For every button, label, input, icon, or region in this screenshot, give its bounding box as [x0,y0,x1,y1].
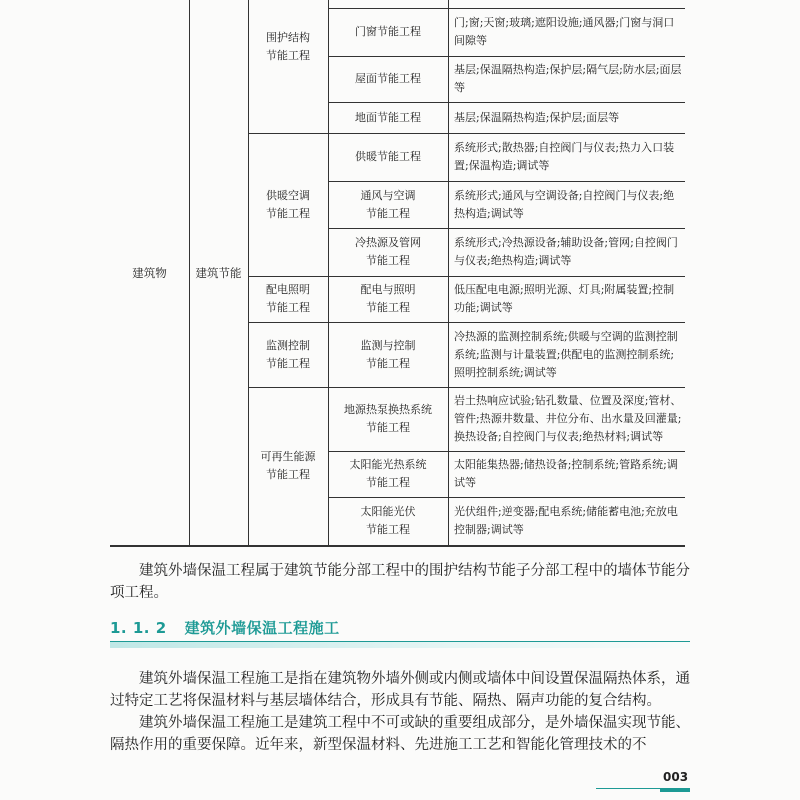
table-cell-group: 供暖空调 节能工程 [266,188,310,220]
table-cell-detail: 光伏组件;逆变器;配电系统;储能蓄电池;充放电控制器;调试等 [454,505,678,536]
table-cell-detail: 系统形式;通风与空调设备;自控阀门与仪表;绝热构造;调试等 [454,188,675,220]
table-cell-item: 门窗节能工程 [355,25,421,38]
table-cell-detail: 冷热源的监测控制系统;供暖与空调的监测控制系统;监测与计量装置;供配电的监测控制系统;照明控制系统;调试等 [454,329,678,379]
table-cell-group: 监测控制 节能工程 [266,338,310,370]
table-cell-detail: 基层;保温隔热构造;保护层;隔气层;防水层;面层等 [454,63,682,94]
table-cell-detail: 基层;保温隔热构造;保护层;面层等 [454,110,620,124]
table-cell-item: 配电与照明 节能工程 [360,283,416,314]
page-number: 003 [663,770,689,784]
table-cell-group: 配电照明 节能工程 [266,283,310,314]
table-cell-building: 建筑物 [132,265,167,280]
footer-mark [660,788,690,792]
section-heading [110,617,340,638]
table-cell-item: 太阳能光热系统 节能工程 [349,458,427,489]
table-cell-detail: 岩土热响应试验;钻孔数量、位置及深度;管材、管件;热源井数量、井位分布、出水量及回灌量;换热设备;自控阀门与仪表;绝热材料;调试等 [454,394,682,443]
table-cell-group: 可再生能源 节能工程 [260,450,316,481]
table-cell-item: 通风与空调 节能工程 [360,188,416,220]
table-cell-item: 冷热源及管网 节能工程 [355,236,421,267]
table-cell-section: 建筑节能 [195,265,242,280]
table-cell-detail: 低压配电电源;照明光源、灯具;附属装置;控制功能;调试等 [454,283,675,314]
table-cell-detail: 系统形式;冷热源设备;辅助设备;管网;自控阀门与仪表;绝热构造;调试等 [454,236,678,267]
table-cell-item: 屋面节能工程 [355,72,421,85]
section-number: 1. 1. 2 [110,619,167,637]
table-cell-item: 地源热泵换热系统 节能工程 [344,403,432,434]
table-cell-detail: 太阳能集热器;储热设备;控制系统;管路系统;调试等 [454,458,678,489]
section-title: 建筑外墙保温工程施工 [184,619,340,637]
intro-paragraph: 建筑外墙保温工程属于建筑节能分部工程中的围护结构节能子分部工程中的墙体节能分项工程。 [110,563,690,601]
table-cell-detail: 系统形式;散热器;自控阀门与仪表;热力入口装置;保温构造;调试等 [454,141,675,172]
table-bottom-rule [110,545,685,547]
table-cell-item: 太阳能光伏 节能工程 [360,505,416,536]
table-line [448,0,449,545]
body-paragraph: 建筑外墙保温工程施工是指在建筑物外墙外侧或内侧或墙体中间设置保温隔热体系，通过特定工艺将保温材料与基层墙体结合，形成具有节能、隔热、隔声功能的复合结构。 [110,671,690,709]
table-cell-item: 监测与控制 节能工程 [360,338,416,370]
table-cell-item: 供暖节能工程 [355,150,421,163]
table-cell-detail: 门;窗;天窗;玻璃;遮阳设施;通风器;门窗与洞口间隙等 [454,16,675,47]
table-cell-group: 围护结构 节能工程 [266,30,310,62]
section-underline [110,641,690,642]
table-cell-item: 地面节能工程 [355,110,421,124]
section-underline-band [110,641,690,648]
body-paragraph: 建筑外墙保温工程施工是建筑工程中不可或缺的重要组成部分，是外墙保温实现节能、隔热作用的重要保障。近年来，新型保温材料、先进施工工艺和智能化管理技术的不 [110,715,690,753]
